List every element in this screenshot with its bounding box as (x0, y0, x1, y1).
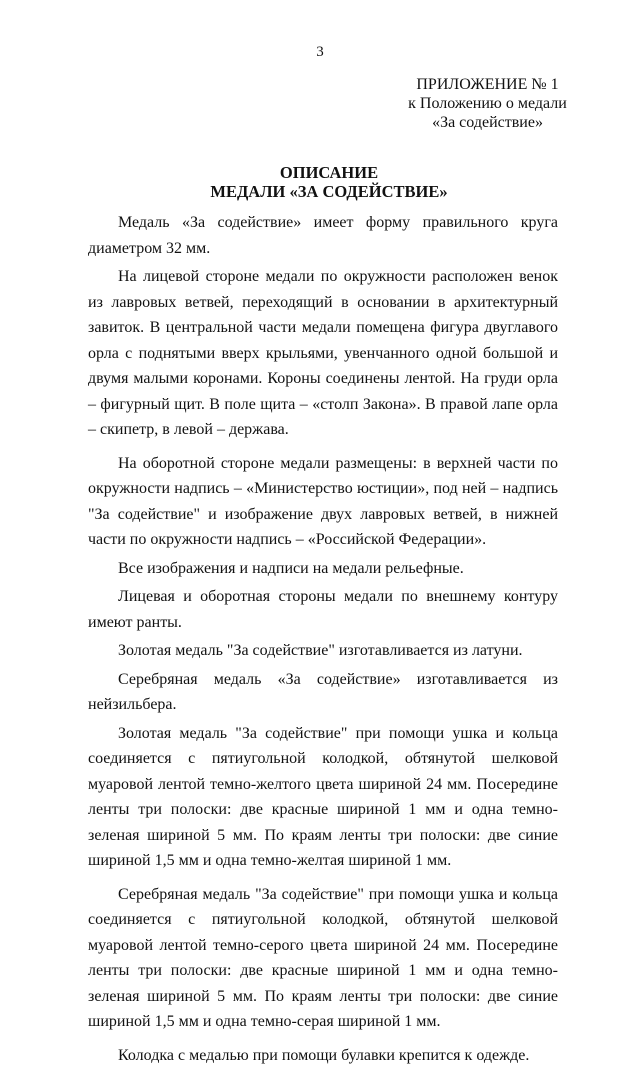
annex-line-3: «За содействие» (432, 114, 543, 131)
page-number: 3 (316, 44, 324, 60)
paragraph: На оборотной стороне медали размещены: в верхней части по окружности надпись – «Министерство юстиции», под ней – надпись "За содействие" и изображение двух лавровых ветвей, в нижней части по окружности надпись – «Российской Федерации». (88, 454, 558, 548)
document-body (88, 210, 558, 1071)
paragraph: Серебряная медаль "За содействие" при помощи ушка и кольца соединяется с пятиугольной колодкой, обтянутой шелковой муаровой лентой темно-серого цвета шириной 24 мм. Посередине ленты три полоски: две красные шириной 1 мм и одна темно-зеленая шириной 5 мм. По краям ленты три полоски: две синие шириной 1,5 мм и одна темно-серая шириной 1 мм. (88, 885, 558, 1030)
paragraph: Серебряная медаль «За содействие» изготавливается из нейзильбера. (88, 670, 558, 713)
paragraph: Золотая медаль "За содействие" при помощи ушка и кольца соединяется с пятиугольной колодкой, обтянутой шелковой муаровой лентой темно-желтого цвета шириной 24 мм. Посередине ленты три полоски: две красные шириной 1 мм и одна темно-зеленая шириной 5 мм. По краям ленты три полоски: две синие шириной 1,5 мм и одна темно-желтая шириной 1 мм. (88, 724, 558, 869)
paragraph: На лицевой стороне медали по окружности расположен венок из лавровых ветвей, переходящий в основании в архитектурный завиток. В центральной части медали помещена фигура двуглавого орла с поднятыми вверх крыльями, увенчанного одной большой и двумя малыми коронами. Короны соединены лентой. На груди орла – фигурный щит. В поле щита – «столп Закона». В правой лапе орла – скипетр, в левой – держава. (88, 268, 558, 438)
paragraph: Лицевая и оборотная стороны медали по внешнему контуру имеют ранты. (88, 588, 558, 631)
paragraph: Колодка с медалью при помощи булавки крепится к одежде. (118, 1046, 530, 1064)
title-line-1: ОПИСАНИЕ (279, 163, 379, 182)
paragraph: Все изображения и надписи на медали рельефные. (118, 559, 464, 577)
document-title (88, 163, 570, 201)
paragraph: Медаль «За содействие» имеет форму правильного круга диаметром 32 мм. (88, 214, 558, 257)
annex-line-1: ПРИЛОЖЕНИЕ № 1 (416, 76, 559, 93)
annex-header (400, 75, 575, 132)
annex-line-2: к Положению о медали (408, 95, 567, 112)
title-line-2: МЕДАЛИ «ЗА СОДЕЙСТВИЕ» (210, 182, 448, 201)
paragraph: Золотая медаль "За содействие" изготавливается из латуни. (118, 642, 523, 659)
